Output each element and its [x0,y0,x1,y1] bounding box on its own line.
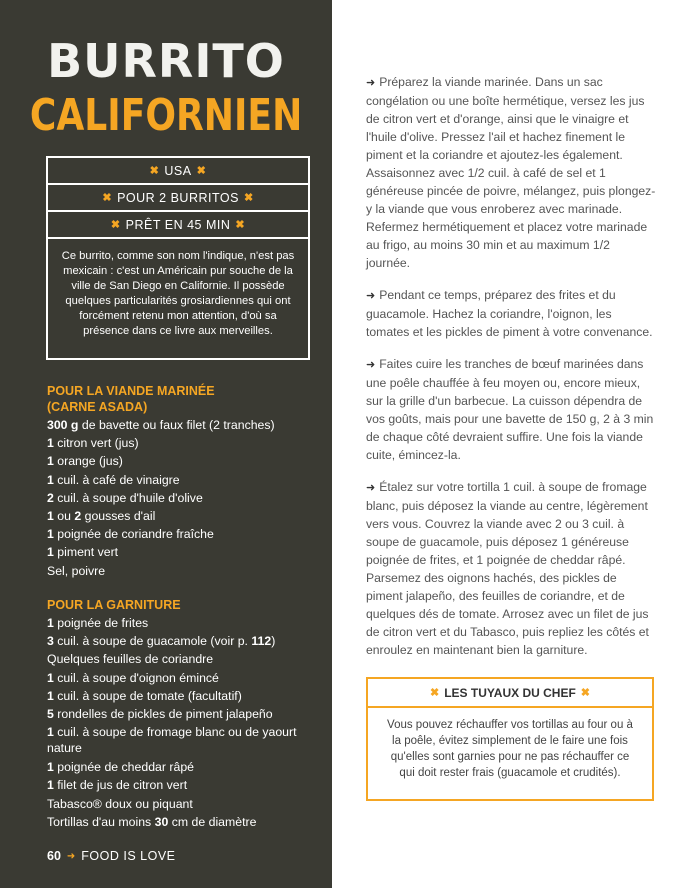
step-paragraph [366,478,656,659]
info-origin: USA [164,163,192,178]
ingredient-text: citron vert (jus) [53,436,139,451]
step-paragraph [366,286,656,341]
info-box [46,156,310,360]
ingredient-quantity: 1 [47,725,54,740]
ingredient-item [47,669,327,687]
ingredient-item [47,813,327,831]
arrow-icon: ➜ [366,482,376,494]
ingredient-item [47,687,327,705]
ingredient-text: rondelles de pickles de piment jalapeño [53,707,273,722]
steps-column [366,73,656,673]
arrow-icon: ➜ [366,290,376,302]
info-servings-row [48,185,308,212]
page-footer [47,849,176,863]
ingredient-quantity: 1 [47,454,54,469]
ingredient-item [47,543,327,561]
marinade-list [47,416,327,580]
ingredient-text: piment vert [53,545,119,560]
ingredient-quantity: 1 [47,509,54,524]
ingredient-quantity: 5 [47,707,54,722]
cross-icon: ✖ [235,219,246,231]
ingredient-text: filet de jus de citron vert [53,778,188,793]
ingredient-text: ) [271,634,276,649]
garniture-section [47,597,327,831]
ingredient-quantity: 1 [47,472,54,487]
garniture-heading: POUR LA GARNITURE [47,598,181,612]
ingredient-quantity: 1 [47,436,54,451]
title-line2: CALIFORNIEN [29,90,303,141]
cross-icon: ✖ [580,687,590,699]
step-text: Pendant ce temps, préparez des frites et du guacamole. Hachez la coriandre, l'oignon, les tomates et les pickles de piment à votre convenance. [366,288,653,339]
ingredient-text: orange (jus) [53,454,123,469]
ingredient-text: gousses d'ail [81,509,156,524]
cross-icon: ✖ [243,192,254,204]
tips-body: Vous pouvez réchauffer vos tortillas au four ou à la poêle, évitez simplement de le faire une fois qu'elles sont garnies pour ne pas réchauffer ce qui doit rester frais (guacamole et crudités). [387,719,633,779]
ingredient-text: Quelques feuilles de coriandre [47,652,214,667]
arrow-icon: ➜ [366,77,376,89]
ingredient-quantity: 1 [47,688,54,703]
ingredient-quantity: 300 g [47,418,79,432]
ingredient-item [47,471,327,489]
ingredient-item [47,650,327,668]
cross-icon: ✖ [149,165,160,177]
ingredient-item [47,525,327,543]
tips-heading: LES TUYAUX DU CHEF [444,685,576,700]
ingredient-text: poignée de frites [53,616,149,630]
ingredient-quantity: 30 [154,814,169,829]
ingredient-text: cuil. à soupe de fromage blanc ou de yaourt nature [47,725,297,756]
info-time-row [48,212,308,239]
info-servings: POUR 2 BURRITOS [117,190,239,205]
ingredient-text: cuil. à soupe de tomate (facultatif) [53,688,242,703]
arrow-icon: ➜ [66,850,76,862]
left-panel [0,0,332,888]
ingredient-text: poignée de cheddar râpé [53,760,195,775]
step-text: Étalez sur votre tortilla 1 cuil. à soupe de fromage blanc, puis déposez la viande au centre, légèrement vers vous. Couvrez la viande avec 2 ou 3 cuil. à soupe de guacamole, puis déposez 1 généreuse poignée de frites, et 1 poignée de cheddar râpé. Parsemez des oignons hachés, des pickles de piment jalapeño, des feuilles de coriandre, et de quelques dés de tomate. Arrosez avec un filet de jus de citron vert et du Tabasco, puis repliez les côtés et enroulez en maintenant bien la garniture. [366,480,649,657]
ingredient-item [47,434,327,452]
ingredient-quantity: 1 [47,760,54,775]
ingredient-quantity: 3 [47,634,54,649]
ingredient-item [47,724,327,756]
ingredient-text: ou [53,509,75,524]
info-origin-row [48,158,308,185]
arrow-icon: ➜ [366,359,376,371]
cross-icon: ✖ [102,192,113,204]
ingredient-text: cuil. à café de vinaigre [53,472,180,487]
ingredient-item [47,562,327,580]
ingredient-text: cm de diamètre [168,814,257,829]
cross-icon: ✖ [196,165,207,177]
ingredient-item [47,489,327,507]
ingredient-quantity: 1 [47,545,54,560]
footer-label: FOOD IS LOVE [81,849,176,863]
ingredient-quantity: 1 [47,778,54,793]
marinade-heading: POUR LA VIANDE MARINÉE (CARNE ASADA) [47,384,215,414]
cross-icon: ✖ [429,687,440,699]
ingredient-item [47,632,327,650]
ingredient-text: Tabasco® doux ou piquant [47,796,193,811]
ingredient-item [47,776,327,794]
garniture-list [47,614,327,831]
ingredient-item [47,758,327,776]
intro-text: Ce burrito, comme son nom l'indique, n'est pas mexicain : c'est un Américain pur souche de la ville de San Diego en Californie. Il possède quelques particularités grosiardiennes qui ont forcément retenu mon attention, d'où sa présence dans ce livre aux merveilles. [61,250,295,337]
page-number: 60 [47,849,61,863]
ingredient-text: cuil. à soupe d'huile d'olive [53,490,203,505]
ingredient-text: cuil. à soupe d'oignon émincé [53,670,219,685]
step-text: Préparez la viande marinée. Dans un sac congélation ou une boîte hermétique, versez les jus de citron vert et d'orange, ainsi que le vinaigre et l'huile d'olive. Pressez l'ail et hachez finement le piment et la coriandre et ajoutez-les également. Assaisonnez avec 1/2 cuil. à café de sel et 1 généreuse pincée de poivre, mélangez, puis plongez-y la viande que vous enroberez avec marinade. Refermez hermétiquement et placez votre marinade au frigo, au moins 30 min et au maximum 1/2 journée. [366,75,656,270]
ingredient-quantity: 1 [47,527,54,542]
ingredient-quantity: 112 [251,634,272,649]
step-text: Faites cuire les tranches de bœuf marinées dans une poêle chauffée à feu moyen ou, encore mieux, sur la grille d'un barbecue. La cuisson dépendra de vos goûts, mais pour une bavette de 150 g, 2 à 3 min de chaque côté devraient suffire. Une fois la viande cuite, émincez-la. [366,357,654,462]
ingredient-text: de bavette ou faux filet (2 tranches) [78,418,275,432]
marinade-section [47,383,327,580]
chef-tips-box [366,677,654,801]
ingredient-quantity: 2 [47,490,54,505]
ingredient-quantity: 2 [74,509,82,524]
tips-header [368,679,652,708]
ingredient-quantity: 1 [47,670,54,685]
ingredient-quantity: 1 [47,616,54,630]
ingredient-text: Sel, poivre [47,563,106,578]
info-time: PRÊT EN 45 MIN [125,217,231,232]
ingredient-text: Tortillas d'au moins [47,814,155,829]
ingredient-item [47,705,327,723]
title-line1: BURRITO [47,34,285,88]
ingredient-text: poignée de coriandre fraîche [53,527,214,542]
ingredient-item [47,795,327,813]
ingredient-item [47,416,327,434]
ingredient-item [47,452,327,470]
step-paragraph [366,73,656,272]
cross-icon: ✖ [110,219,121,231]
ingredient-item [47,507,327,525]
ingredient-text: cuil. à soupe de guacamole (voir p. [53,634,252,649]
ingredient-item [47,614,327,632]
step-paragraph [366,355,656,464]
